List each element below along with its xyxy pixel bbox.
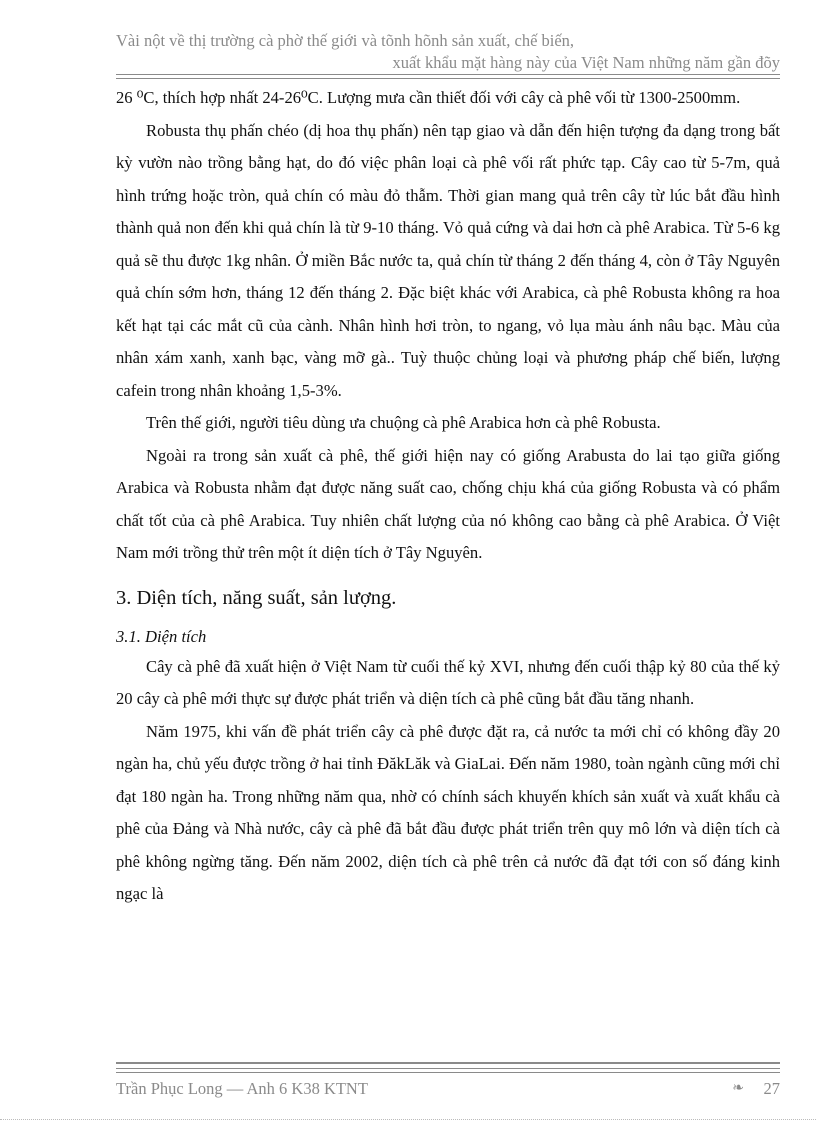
header-line-1: Vài nột về thị trường cà phờ thế giới và tõnh hõnh sản xuất, chế biến,	[116, 31, 575, 50]
paragraph-area-1975: Năm 1975, khi vấn đề phát triển cây cà phê được đặt ra, cả nước ta mới chỉ có không đầy 20 ngàn ha, chủ yếu được trồng ở hai tỉnh ĐăkLăk và GiaLai. Đến năm 1980, toàn ngành cũng mới chỉ đạt 180 ngàn ha. Trong những năm qua, nhờ có chính sách khuyến khích sản xuất và xuất khẩu cà phê của Đảng và Nhà nước, cây cà phê đã bắt đầu được phát triển trên quy mô lớn và diện tích cà phê không ngừng tăng. Đến năm 2002, diện tích cà phê trên cả nước đã đạt tới con số đáng kinh ngạc là	[116, 721, 780, 903]
paragraph-arabusta: Ngoài ra trong sản xuất cà phê, thế giới hiện nay có giống Arabusta do lai tạo giữa giống Arabica và Robusta nhằm đạt được năng suất cao, chống chịu khá của giống Robusta và có phẩm chất tốt của cà phê Arabica. Tuy nhiên chất lượng của nó không cao bằng cà phê Arabica. Ở Việt Nam mới trồng thử trên một ít diện tích ở Tây Nguyên.	[116, 445, 780, 562]
paragraph-rainfall: 26 ⁰C, thích hợp nhất 24-26⁰C. Lượng mưa cần thiết đối với cây cà phê vối từ 1300-2500mm.	[116, 88, 741, 107]
header-rule-thick	[116, 74, 780, 75]
section-heading-3: 3. Diện tích, năng suất, sản lượng.	[116, 586, 397, 609]
paragraph-robusta: Robusta thụ phấn chéo (dị hoa thụ phấn) nên tạp giao và dẫn đến hiện tượng đa dạng trong bất kỳ vườn nào trồng bằng hạt, do đó việc phân loại cà phê vối rất phức tạp. Cây cao từ 5-7m, quả hình trứng hoặc tròn, quả chín có màu đỏ thẫm. Thời gian mang quả trên cây từ lúc bắt đầu hình thành quả non đến khi quả chín là từ 9-10 tháng. Vỏ quả cứng và dai hơn cà phê Arabica. Từ 5-6 kg quả sẽ thu được 1kg nhân. Ở miền Bắc nước ta, quả chín từ tháng 2 đến tháng 4, còn ở Tây Nguyên quả chín sớm hơn, tháng 12 đến tháng 2. Đặc biệt khác với Arabica, cà phê Robusta không ra hoa kết hạt tại các mắt cũ của cành. Nhân hình hơi tròn, to ngang, vỏ lụa màu ánh nâu bạc. Màu của nhân xám xanh, xanh bạc, vàng mỡ gà.. Tuỳ thuộc chủng loại và phương pháp chế biến, lượng cafein trong nhân khoảng 1,5-3%.	[116, 120, 780, 400]
header-line-2: xuất khẩu mặt hàng này của Việt Nam những năm gần đõy	[392, 53, 780, 72]
footer-author: Trần Phục Long — Anh 6 K38 KTNT	[116, 1079, 368, 1098]
paragraph-consumer-preference: Trên thế giới, người tiêu dùng ưa chuộng cà phê Arabica hơn cà phê Robusta.	[146, 413, 661, 432]
paragraph-history: Cây cà phê đã xuất hiện ở Việt Nam từ cuối thế kỷ XVI, nhưng đến cuối thập kỷ 80 của thế kỷ 20 cây cà phê mới thực sự được phát triển và diện tích cà phê cũng bắt đầu tăng nhanh.	[116, 656, 780, 708]
footer-rule-thick	[116, 1062, 780, 1064]
subsection-heading-3-1: 3.1. Diện tích	[116, 626, 207, 646]
fleuron-icon: ❧	[732, 1081, 744, 1096]
document-body	[116, 82, 780, 911]
header-rule-thin	[116, 78, 780, 79]
running-header	[116, 30, 780, 74]
page-edge-dotted-line	[0, 1119, 816, 1120]
footer-rule-thin-1	[116, 1068, 780, 1069]
page-number: 27	[763, 1079, 780, 1098]
footer-rule-thin-2	[116, 1072, 780, 1073]
